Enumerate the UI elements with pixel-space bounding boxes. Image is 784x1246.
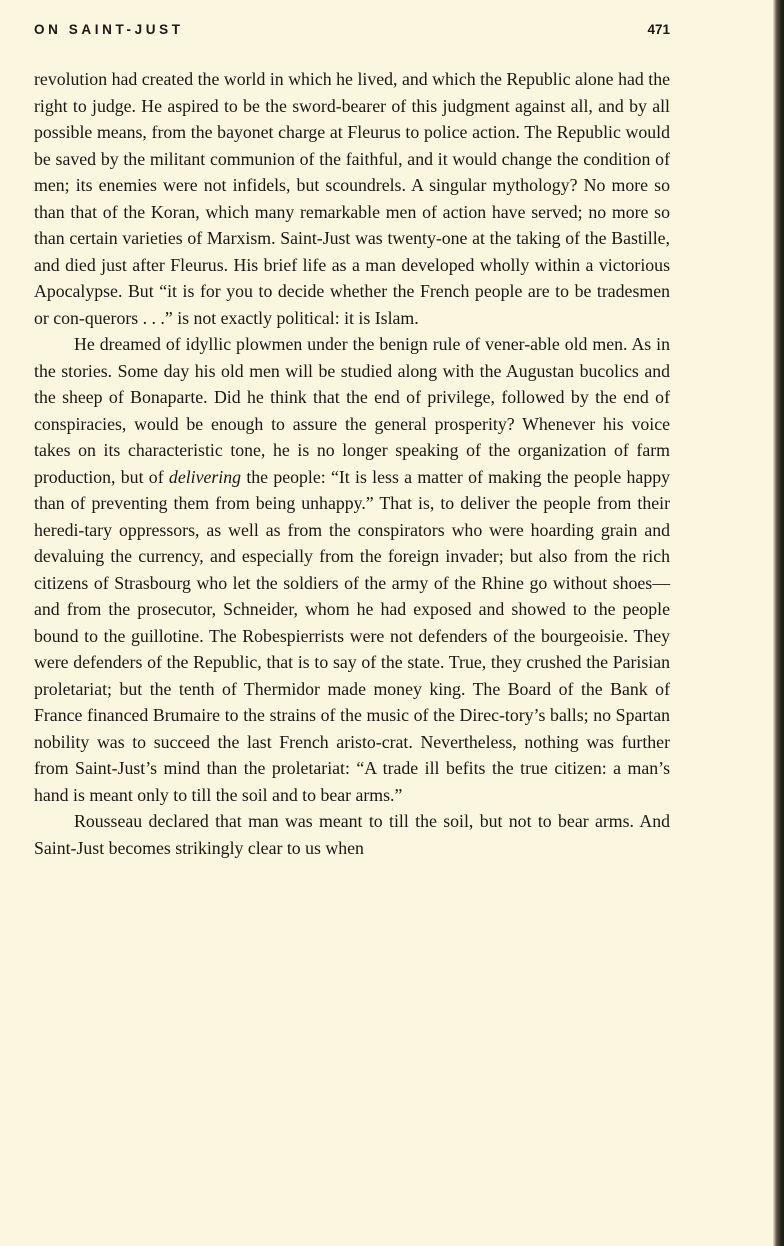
running-head [34, 22, 670, 44]
body-text [34, 66, 670, 861]
page-edge [773, 0, 784, 1246]
paragraph-1: revolution had created the world in which he lived, and which the Republic alone had the right to judge. He aspired to be the sword-bearer of this judgment against all, and by all possible means, from the bayonet charge at Fleurus to police action. The Republic would be saved by the militant communion of the faithful, and it would change the condition of men; its enemies were not infidels, but scoundrels. A singular mythology? No more so than that of the Koran, which many remarkable men of action have served; no more so than certain varieties of Marxism. Saint-Just was twenty-one at the taking of the Bastille, and died just after Fleurus. His brief life as a man developed wholly within a victorious Apocalypse. But “it is for you to decide whether the French people are to be tradesmen or con-querors . . .” is not exactly political: it is Islam. [34, 69, 670, 328]
paragraph-2-part-2: the people: “It is less a matter of making the people happy than of preventing them from being unhappy.” That is, to deliver the people from their heredi-tary oppressors, as well as from the conspirators who were hoarding grain and devaluing the currency, and especially from the foreign invader; but also from the rich citizens of Strasbourg who let the soldiers of the army of the Rhine go without shoes—and from the prosecutor, Schneider, whom he had exposed and showed to the people bound to the guillotine. The Robespierrists were not defenders of the bourgeoisie. They were defenders of the Republic, that is to say of the state. True, they crushed the Parisian proletariat; but the tenth of Thermidor made money king. The Board of the Bank of France financed Brumaire to the strains of the music of the Direc-tory’s balls; no Spartan nobility was to succeed the last French aristo-crat. Nevertheless, nothing was further from Saint-Just’s mind than the proletariat: “A trade ill befits the true citizen: a man’s hand is meant only to till the soil and to bear arms.” [34, 466, 670, 805]
page-number: 471 [647, 22, 670, 37]
running-title: ON SAINT-JUST [34, 22, 184, 37]
emphasized-word: delivering [168, 466, 242, 487]
paragraph-2-part-1: He dreamed of idyllic plowmen under the benign rule of vener-able old men. As in the stories. Some day his old men will be studied along with the Augustan bucolics and the sheep of Bonaparte. Did he think that the end of privilege, followed by the end of conspiracies, would be enough to assure the general prosperity? Whenever his voice takes on its characteristic tone, he is no longer speaking of the organization of farm production, but of [34, 334, 670, 487]
paragraph-2 [34, 331, 670, 808]
paragraph-3: Rousseau declared that man was meant to till the soil, but not to bear arms. And Saint-Just becomes strikingly clear to us when [34, 811, 670, 858]
